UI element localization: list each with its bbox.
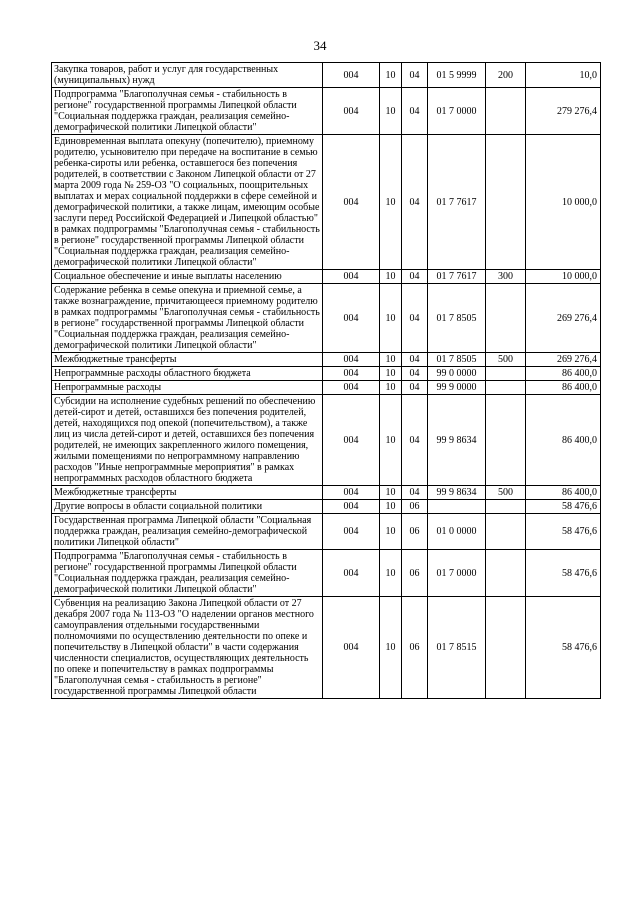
vr-code: [486, 550, 526, 597]
csr-code: 01 7 0000: [428, 88, 486, 135]
vr-code: [486, 514, 526, 550]
table-row: [52, 500, 601, 514]
row-name: Единовременная выплата опекуну (попечителю), приемному родителю, усыновителю при передаче на воспитание в семью ребенка-сироты или ребенка, оставшегося без попечения родителей, в соответствии с Законом Липецкой области от 27 марта 2009 года № 259-ОЗ "О социальных, поощрительных выплатах и мерах социальной поддержки в сфере семейной и демографической политики, а также лицам, имеющим особые заслуги перед Российской Федерацией и Липецкой областью" в рамках подпрограммы "Благополучная семья - стабильность в регионе" государственной программы Липецкой области "Социальная поддержка граждан, реализация семейно-демографической политики Липецкой области": [52, 135, 323, 270]
ved-code: 004: [323, 500, 380, 514]
rz-code: 10: [380, 486, 402, 500]
row-name: Непрограммные расходы: [52, 381, 323, 395]
ved-code: 004: [323, 597, 380, 699]
pr-code: 04: [402, 486, 428, 500]
row-sum: 10 000,0: [526, 270, 601, 284]
rz-code: 10: [380, 550, 402, 597]
pr-code: 04: [402, 135, 428, 270]
rz-code: 10: [380, 63, 402, 88]
ved-code: 004: [323, 381, 380, 395]
ved-code: 004: [323, 367, 380, 381]
csr-code: 99 9 8634: [428, 395, 486, 486]
csr-code: 01 7 8505: [428, 284, 486, 353]
row-sum: 58 476,6: [526, 500, 601, 514]
table-row: [52, 486, 601, 500]
row-name: Закупка товаров, работ и услуг для государственных (муниципальных) нужд: [52, 63, 323, 88]
row-sum: 58 476,6: [526, 514, 601, 550]
table-row: [52, 395, 601, 486]
row-name: Субсидии на исполнение судебных решений по обеспечению детей-сирот и детей, оставшихся без попечения родителей, детей, находящихся под опекой (попечительством), а также лиц из числа детей-сирот и детей, оставшихся без попечения родителей, не имеющих закрепленного жилого помещения, жилыми помещениями по непрограммному направлению расходов "Иные непрограммные мероприятия" в рамках непрограммных расходов областного бюджета: [52, 395, 323, 486]
table-row: [52, 367, 601, 381]
csr-code: 01 5 9999: [428, 63, 486, 88]
pr-code: 04: [402, 63, 428, 88]
pr-code: 06: [402, 597, 428, 699]
row-sum: 269 276,4: [526, 284, 601, 353]
csr-code: 01 0 0000: [428, 514, 486, 550]
pr-code: 04: [402, 367, 428, 381]
page-number: 34: [313, 38, 327, 53]
pr-code: 04: [402, 88, 428, 135]
table-row: [52, 381, 601, 395]
pr-code: 04: [402, 284, 428, 353]
rz-code: 10: [380, 270, 402, 284]
csr-code: 01 7 8505: [428, 353, 486, 367]
row-sum: 86 400,0: [526, 486, 601, 500]
ved-code: 004: [323, 486, 380, 500]
vr-code: [486, 284, 526, 353]
row-name: Межбюджетные трансферты: [52, 353, 323, 367]
ved-code: 004: [323, 135, 380, 270]
csr-code: 01 7 8515: [428, 597, 486, 699]
row-name: Субвенция на реализацию Закона Липецкой области от 27 декабря 2007 года № 113-ОЗ "О наделении органов местного самоуправления отдельными государственными полномочиями по осуществлению деятельности по опеке и попечительству в Липецкой области" в части содержания численности специалистов, осуществляющих деятельность по опеке и попечительству в рамках подпрограммы "Благополучная семья - стабильность в регионе" государственной программы Липецкой области: [52, 597, 323, 699]
row-sum: 10 000,0: [526, 135, 601, 270]
rz-code: 10: [380, 514, 402, 550]
row-sum: 58 476,6: [526, 550, 601, 597]
ved-code: 004: [323, 284, 380, 353]
table-row: [52, 353, 601, 367]
vr-code: 500: [486, 486, 526, 500]
table-row: [52, 597, 601, 699]
row-name: Государственная программа Липецкой области "Социальная поддержка граждан, реализация семейно-демографической политики Липецкой области": [52, 514, 323, 550]
vr-code: 300: [486, 270, 526, 284]
row-name: Другие вопросы в области социальной политики: [52, 500, 323, 514]
csr-code: 99 9 8634: [428, 486, 486, 500]
row-name: Социальное обеспечение и иные выплаты населению: [52, 270, 323, 284]
table-row: [52, 270, 601, 284]
table-row: [52, 63, 601, 88]
row-name: Межбюджетные трансферты: [52, 486, 323, 500]
pr-code: 04: [402, 270, 428, 284]
ved-code: 004: [323, 514, 380, 550]
vr-code: [486, 395, 526, 486]
row-sum: 269 276,4: [526, 353, 601, 367]
csr-code: 01 7 7617: [428, 270, 486, 284]
row-sum: 279 276,4: [526, 88, 601, 135]
row-sum: 86 400,0: [526, 381, 601, 395]
row-name: Непрограммные расходы областного бюджета: [52, 367, 323, 381]
vr-code: 200: [486, 63, 526, 88]
rz-code: 10: [380, 88, 402, 135]
ved-code: 004: [323, 270, 380, 284]
pr-code: 04: [402, 381, 428, 395]
table-row: [52, 514, 601, 550]
vr-code: [486, 381, 526, 395]
row-sum: 10,0: [526, 63, 601, 88]
rz-code: 10: [380, 597, 402, 699]
table-row: [52, 284, 601, 353]
rz-code: 10: [380, 367, 402, 381]
ved-code: 004: [323, 88, 380, 135]
vr-code: 500: [486, 353, 526, 367]
pr-code: 04: [402, 353, 428, 367]
csr-code: 01 7 0000: [428, 550, 486, 597]
row-name: Подпрограмма "Благополучная семья - стабильность в регионе" государственной программы Липецкой области "Социальная поддержка граждан, реализация семейно-демографической политики Липецкой области": [52, 550, 323, 597]
row-sum: 58 476,6: [526, 597, 601, 699]
budget-table: [51, 62, 601, 699]
ved-code: 004: [323, 550, 380, 597]
vr-code: [486, 597, 526, 699]
csr-code: [428, 500, 486, 514]
pr-code: 06: [402, 550, 428, 597]
table-row: [52, 550, 601, 597]
pr-code: 06: [402, 514, 428, 550]
csr-code: 01 7 7617: [428, 135, 486, 270]
vr-code: [486, 88, 526, 135]
rz-code: 10: [380, 353, 402, 367]
rz-code: 10: [380, 500, 402, 514]
ved-code: 004: [323, 63, 380, 88]
row-sum: 86 400,0: [526, 395, 601, 486]
pr-code: 06: [402, 500, 428, 514]
vr-code: [486, 500, 526, 514]
vr-code: [486, 367, 526, 381]
row-name: Содержание ребенка в семье опекуна и приемной семье, а также вознаграждение, причитающееся приемному родителю в рамках подпрограммы "Благополучная семья - стабильность в регионе" государственной программы Липецкой области "Социальная поддержка граждан, реализация семейно-демографической политики Липецкой области": [52, 284, 323, 353]
vr-code: [486, 135, 526, 270]
ved-code: 004: [323, 395, 380, 486]
rz-code: 10: [380, 284, 402, 353]
rz-code: 10: [380, 135, 402, 270]
ved-code: 004: [323, 353, 380, 367]
rz-code: 10: [380, 395, 402, 486]
table-row: [52, 135, 601, 270]
row-sum: 86 400,0: [526, 367, 601, 381]
rz-code: 10: [380, 381, 402, 395]
pr-code: 04: [402, 395, 428, 486]
table-row: [52, 88, 601, 135]
csr-code: 99 9 0000: [428, 381, 486, 395]
row-name: Подпрограмма "Благополучная семья - стабильность в регионе" государственной программы Липецкой области "Социальная поддержка граждан, реализация семейно-демографической политики Липецкой области": [52, 88, 323, 135]
csr-code: 99 0 0000: [428, 367, 486, 381]
